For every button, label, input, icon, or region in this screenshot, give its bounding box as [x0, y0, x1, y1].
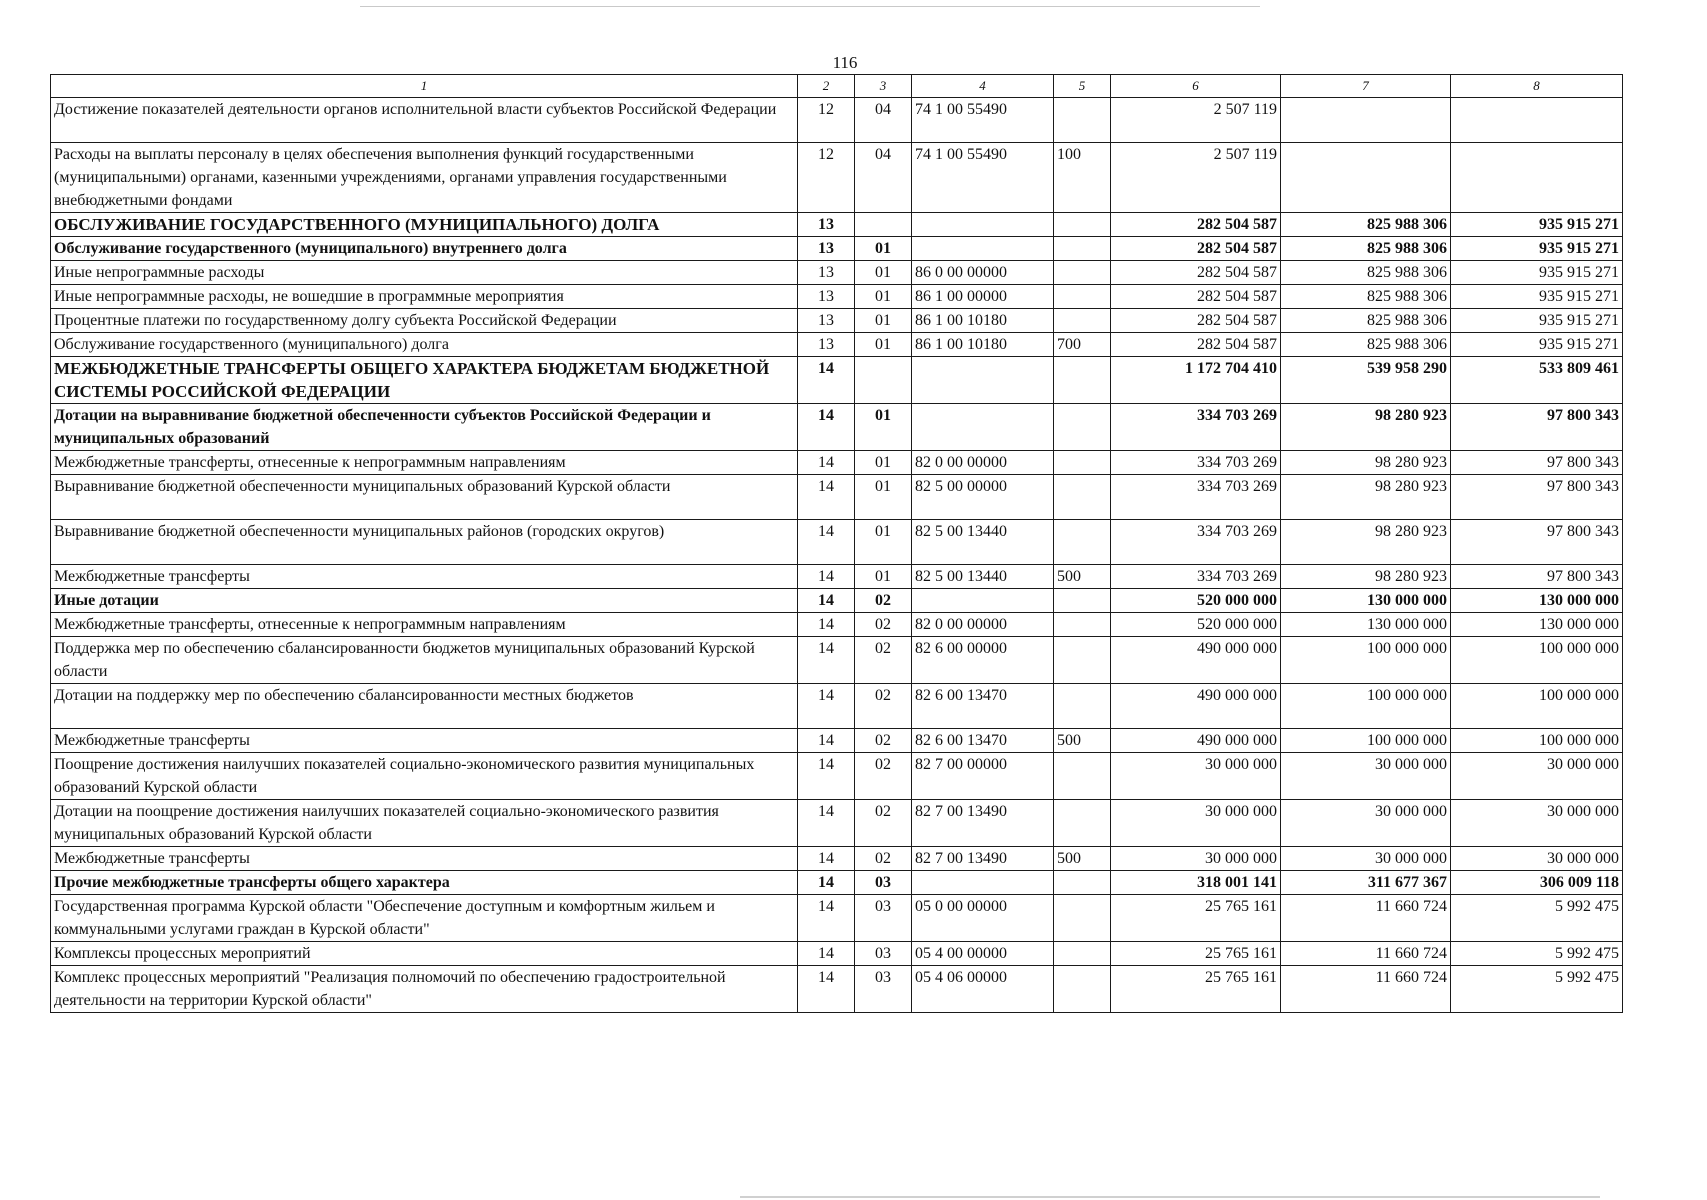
section-code-cell: 13	[798, 213, 855, 237]
table-row	[51, 895, 1623, 942]
amount-col7-cell: 98 280 923	[1281, 451, 1451, 475]
table-row	[51, 285, 1623, 309]
row-name-cell: Выравнивание бюджетной обеспеченности муниципальных районов (городских округов)	[51, 520, 798, 565]
amount-col8-cell: 100 000 000	[1451, 684, 1623, 729]
section-code-cell: 14	[798, 589, 855, 613]
table-row	[51, 213, 1623, 237]
subsection-code-cell: 02	[855, 684, 912, 729]
amount-col6-cell: 282 504 587	[1111, 285, 1281, 309]
table-row	[51, 475, 1623, 520]
target-article-cell: 82 0 00 00000	[912, 613, 1054, 637]
amount-col7-cell: 825 988 306	[1281, 237, 1451, 261]
scan-artifact-line	[360, 6, 1260, 7]
amount-col7-cell: 11 660 724	[1281, 966, 1451, 1013]
target-article-cell: 82 7 00 13490	[912, 800, 1054, 847]
section-code-cell: 14	[798, 404, 855, 451]
row-name-cell: Комплексы процессных мероприятий	[51, 942, 798, 966]
amount-col8-cell: 935 915 271	[1451, 309, 1623, 333]
amount-col7-cell: 311 677 367	[1281, 871, 1451, 895]
amount-col8-cell: 935 915 271	[1451, 213, 1623, 237]
amount-col7-cell: 98 280 923	[1281, 520, 1451, 565]
amount-col6-cell: 318 001 141	[1111, 871, 1281, 895]
table-row	[51, 800, 1623, 847]
expense-type-cell: 500	[1054, 565, 1111, 589]
table-row	[51, 847, 1623, 871]
row-name-cell: Обслуживание государственного (муниципального) внутреннего долга	[51, 237, 798, 261]
row-name-cell: Процентные платежи по государственному долгу субъекта Российской Федерации	[51, 309, 798, 333]
expense-type-cell	[1054, 589, 1111, 613]
amount-col6-cell: 282 504 587	[1111, 309, 1281, 333]
target-article-cell: 82 6 00 00000	[912, 637, 1054, 684]
amount-col7-cell	[1281, 143, 1451, 213]
row-name-cell: МЕЖБЮДЖЕТНЫЕ ТРАНСФЕРТЫ ОБЩЕГО ХАРАКТЕРА БЮДЖЕТАМ БЮДЖЕТНОЙ СИСТЕМЫ РОССИЙСКОЙ ФЕДЕРАЦИИ	[51, 357, 798, 404]
table-row	[51, 404, 1623, 451]
table-row	[51, 451, 1623, 475]
section-code-cell: 14	[798, 847, 855, 871]
column-header: 2	[798, 75, 855, 98]
amount-col7-cell: 825 988 306	[1281, 261, 1451, 285]
target-article-cell	[912, 589, 1054, 613]
row-name-cell: Дотации на поддержку мер по обеспечению сбалансированности местных бюджетов	[51, 684, 798, 729]
amount-col8-cell: 97 800 343	[1451, 451, 1623, 475]
amount-col7-cell: 98 280 923	[1281, 475, 1451, 520]
subsection-code-cell: 01	[855, 261, 912, 285]
subsection-code-cell	[855, 213, 912, 237]
section-code-cell: 14	[798, 637, 855, 684]
target-article-cell: 05 4 00 00000	[912, 942, 1054, 966]
amount-col8-cell: 30 000 000	[1451, 847, 1623, 871]
target-article-cell: 82 7 00 13490	[912, 847, 1054, 871]
amount-col6-cell: 30 000 000	[1111, 847, 1281, 871]
expense-type-cell	[1054, 942, 1111, 966]
page-number: 116	[832, 53, 858, 72]
amount-col6-cell: 334 703 269	[1111, 451, 1281, 475]
row-name-cell: Иные непрограммные расходы	[51, 261, 798, 285]
amount-col6-cell: 520 000 000	[1111, 589, 1281, 613]
amount-col7-cell: 130 000 000	[1281, 613, 1451, 637]
expense-type-cell: 700	[1054, 333, 1111, 357]
amount-col7-cell: 539 958 290	[1281, 357, 1451, 404]
amount-col8-cell: 5 992 475	[1451, 895, 1623, 942]
table-body	[51, 75, 1623, 1013]
target-article-cell	[912, 237, 1054, 261]
row-name-cell: Комплекс процессных мероприятий "Реализация полномочий по обеспечению градостроительной деятельности на территории Курской области"	[51, 966, 798, 1013]
amount-col6-cell: 30 000 000	[1111, 800, 1281, 847]
table-row	[51, 309, 1623, 333]
section-code-cell: 13	[798, 309, 855, 333]
amount-col7-cell: 100 000 000	[1281, 729, 1451, 753]
amount-col7-cell: 30 000 000	[1281, 847, 1451, 871]
expense-type-cell	[1054, 237, 1111, 261]
column-header: 1	[51, 75, 798, 98]
table-row	[51, 966, 1623, 1013]
amount-col6-cell: 282 504 587	[1111, 333, 1281, 357]
table-row	[51, 589, 1623, 613]
section-code-cell: 14	[798, 451, 855, 475]
subsection-code-cell: 01	[855, 520, 912, 565]
table-row	[51, 333, 1623, 357]
amount-col7-cell: 11 660 724	[1281, 942, 1451, 966]
amount-col8-cell: 30 000 000	[1451, 800, 1623, 847]
amount-col7-cell: 100 000 000	[1281, 637, 1451, 684]
subsection-code-cell: 02	[855, 800, 912, 847]
table-row	[51, 98, 1623, 143]
row-name-cell: Межбюджетные трансферты	[51, 847, 798, 871]
section-code-cell: 14	[798, 800, 855, 847]
target-article-cell: 82 5 00 13440	[912, 565, 1054, 589]
subsection-code-cell: 01	[855, 237, 912, 261]
amount-col8-cell: 100 000 000	[1451, 729, 1623, 753]
section-code-cell: 13	[798, 285, 855, 309]
row-name-cell: Государственная программа Курской области "Обеспечение доступным и комфортным жильем и коммунальными услугами граждан в Курской области"	[51, 895, 798, 942]
amount-col8-cell: 935 915 271	[1451, 237, 1623, 261]
table-row	[51, 565, 1623, 589]
table-row	[51, 871, 1623, 895]
expense-type-cell	[1054, 98, 1111, 143]
subsection-code-cell: 03	[855, 871, 912, 895]
amount-col7-cell: 98 280 923	[1281, 565, 1451, 589]
target-article-cell: 82 7 00 00000	[912, 753, 1054, 800]
column-header: 3	[855, 75, 912, 98]
subsection-code-cell: 01	[855, 333, 912, 357]
target-article-cell: 82 6 00 13470	[912, 684, 1054, 729]
target-article-cell: 86 1 00 10180	[912, 333, 1054, 357]
expense-type-cell	[1054, 684, 1111, 729]
amount-col6-cell: 490 000 000	[1111, 637, 1281, 684]
subsection-code-cell: 03	[855, 942, 912, 966]
table-row	[51, 261, 1623, 285]
subsection-code-cell: 01	[855, 565, 912, 589]
amount-col8-cell: 5 992 475	[1451, 966, 1623, 1013]
row-name-cell: Достижение показателей деятельности органов исполнительной власти субъектов Российской Федерации	[51, 98, 798, 143]
subsection-code-cell	[855, 357, 912, 404]
expense-type-cell	[1054, 451, 1111, 475]
subsection-code-cell: 03	[855, 895, 912, 942]
amount-col8-cell: 935 915 271	[1451, 333, 1623, 357]
column-number-row	[51, 75, 1623, 98]
section-code-cell: 14	[798, 942, 855, 966]
subsection-code-cell: 02	[855, 637, 912, 684]
amount-col8-cell: 130 000 000	[1451, 613, 1623, 637]
amount-col7-cell: 825 988 306	[1281, 213, 1451, 237]
row-name-cell: Поощрение достижения наилучших показателей социально-экономического развития муниципальных образований Курской области	[51, 753, 798, 800]
amount-col6-cell: 520 000 000	[1111, 613, 1281, 637]
column-header: 8	[1451, 75, 1623, 98]
target-article-cell	[912, 404, 1054, 451]
row-name-cell: Межбюджетные трансферты, отнесенные к непрограммным направлениям	[51, 451, 798, 475]
amount-col6-cell: 490 000 000	[1111, 684, 1281, 729]
amount-col8-cell: 533 809 461	[1451, 357, 1623, 404]
section-code-cell: 14	[798, 357, 855, 404]
amount-col6-cell: 490 000 000	[1111, 729, 1281, 753]
subsection-code-cell: 01	[855, 475, 912, 520]
table-row	[51, 613, 1623, 637]
expense-type-cell	[1054, 613, 1111, 637]
subsection-code-cell: 01	[855, 404, 912, 451]
amount-col6-cell: 30 000 000	[1111, 753, 1281, 800]
row-name-cell: Поддержка мер по обеспечению сбалансированности бюджетов муниципальных образований Курской области	[51, 637, 798, 684]
column-header: 4	[912, 75, 1054, 98]
target-article-cell	[912, 357, 1054, 404]
amount-col6-cell: 334 703 269	[1111, 565, 1281, 589]
expense-type-cell	[1054, 753, 1111, 800]
expense-type-cell	[1054, 800, 1111, 847]
section-code-cell: 14	[798, 729, 855, 753]
target-article-cell: 05 0 00 00000	[912, 895, 1054, 942]
column-header: 7	[1281, 75, 1451, 98]
expense-type-cell	[1054, 213, 1111, 237]
amount-col7-cell: 30 000 000	[1281, 753, 1451, 800]
amount-col8-cell	[1451, 98, 1623, 143]
target-article-cell: 86 1 00 10180	[912, 309, 1054, 333]
section-code-cell: 14	[798, 871, 855, 895]
amount-col8-cell: 935 915 271	[1451, 261, 1623, 285]
expense-type-cell	[1054, 520, 1111, 565]
amount-col8-cell: 5 992 475	[1451, 942, 1623, 966]
expense-type-cell	[1054, 475, 1111, 520]
expense-type-cell	[1054, 285, 1111, 309]
expense-type-cell: 500	[1054, 729, 1111, 753]
section-code-cell: 14	[798, 895, 855, 942]
row-name-cell: ОБСЛУЖИВАНИЕ ГОСУДАРСТВЕННОГО (МУНИЦИПАЛЬНОГО) ДОЛГА	[51, 213, 798, 237]
expense-type-cell	[1054, 871, 1111, 895]
subsection-code-cell: 03	[855, 966, 912, 1013]
subsection-code-cell: 04	[855, 98, 912, 143]
target-article-cell: 82 0 00 00000	[912, 451, 1054, 475]
table-row	[51, 753, 1623, 800]
table-row	[51, 357, 1623, 404]
amount-col8-cell: 130 000 000	[1451, 589, 1623, 613]
expense-type-cell	[1054, 357, 1111, 404]
amount-col7-cell: 98 280 923	[1281, 404, 1451, 451]
section-code-cell: 14	[798, 565, 855, 589]
amount-col6-cell: 2 507 119	[1111, 98, 1281, 143]
target-article-cell	[912, 213, 1054, 237]
amount-col8-cell: 935 915 271	[1451, 285, 1623, 309]
amount-col7-cell: 130 000 000	[1281, 589, 1451, 613]
target-article-cell: 82 5 00 13440	[912, 520, 1054, 565]
target-article-cell: 74 1 00 55490	[912, 98, 1054, 143]
amount-col6-cell: 1 172 704 410	[1111, 357, 1281, 404]
expense-type-cell	[1054, 309, 1111, 333]
row-name-cell: Межбюджетные трансферты	[51, 729, 798, 753]
amount-col6-cell: 334 703 269	[1111, 404, 1281, 451]
amount-col8-cell: 97 800 343	[1451, 565, 1623, 589]
amount-col6-cell: 282 504 587	[1111, 261, 1281, 285]
expense-type-cell	[1054, 966, 1111, 1013]
table-row	[51, 637, 1623, 684]
table-row	[51, 143, 1623, 213]
target-article-cell: 86 0 00 00000	[912, 261, 1054, 285]
table-row	[51, 729, 1623, 753]
subsection-code-cell: 02	[855, 589, 912, 613]
subsection-code-cell: 04	[855, 143, 912, 213]
target-article-cell: 74 1 00 55490	[912, 143, 1054, 213]
section-code-cell: 12	[798, 98, 855, 143]
row-name-cell: Выравнивание бюджетной обеспеченности муниципальных образований Курской области	[51, 475, 798, 520]
amount-col8-cell	[1451, 143, 1623, 213]
amount-col7-cell: 30 000 000	[1281, 800, 1451, 847]
amount-col8-cell: 97 800 343	[1451, 475, 1623, 520]
amount-col6-cell: 334 703 269	[1111, 520, 1281, 565]
expense-type-cell: 100	[1054, 143, 1111, 213]
section-code-cell: 13	[798, 261, 855, 285]
amount-col6-cell: 25 765 161	[1111, 966, 1281, 1013]
table-row	[51, 684, 1623, 729]
target-article-cell	[912, 871, 1054, 895]
subsection-code-cell: 02	[855, 613, 912, 637]
section-code-cell: 14	[798, 966, 855, 1013]
row-name-cell: Расходы на выплаты персоналу в целях обеспечения выполнения функций государственными (муниципальными) органами, казенными учреждениями, органами управления государственными внебюджетными фондами	[51, 143, 798, 213]
row-name-cell: Межбюджетные трансферты	[51, 565, 798, 589]
expense-type-cell	[1054, 404, 1111, 451]
row-name-cell: Прочие межбюджетные трансферты общего характера	[51, 871, 798, 895]
row-name-cell: Межбюджетные трансферты, отнесенные к непрограммным направлениям	[51, 613, 798, 637]
subsection-code-cell: 02	[855, 729, 912, 753]
row-name-cell: Дотации на выравнивание бюджетной обеспеченности субъектов Российской Федерации и муниципальных образований	[51, 404, 798, 451]
section-code-cell: 14	[798, 684, 855, 729]
amount-col8-cell: 97 800 343	[1451, 404, 1623, 451]
amount-col7-cell: 825 988 306	[1281, 333, 1451, 357]
section-code-cell: 13	[798, 237, 855, 261]
amount-col6-cell: 25 765 161	[1111, 942, 1281, 966]
table-row	[51, 237, 1623, 261]
target-article-cell: 05 4 06 00000	[912, 966, 1054, 1013]
subsection-code-cell: 02	[855, 847, 912, 871]
row-name-cell: Обслуживание государственного (муниципального) долга	[51, 333, 798, 357]
section-code-cell: 14	[798, 753, 855, 800]
subsection-code-cell: 01	[855, 451, 912, 475]
expense-type-cell: 500	[1054, 847, 1111, 871]
target-article-cell: 86 1 00 00000	[912, 285, 1054, 309]
target-article-cell: 82 6 00 13470	[912, 729, 1054, 753]
amount-col8-cell: 100 000 000	[1451, 637, 1623, 684]
amount-col8-cell: 97 800 343	[1451, 520, 1623, 565]
amount-col6-cell: 334 703 269	[1111, 475, 1281, 520]
section-code-cell: 14	[798, 520, 855, 565]
budget-table	[50, 74, 1623, 1013]
column-header: 5	[1054, 75, 1111, 98]
table-row	[51, 942, 1623, 966]
amount-col6-cell: 282 504 587	[1111, 213, 1281, 237]
amount-col6-cell: 25 765 161	[1111, 895, 1281, 942]
amount-col8-cell: 306 009 118	[1451, 871, 1623, 895]
row-name-cell: Дотации на поощрение достижения наилучших показателей социально-экономического развития муниципальных образований Курской области	[51, 800, 798, 847]
expense-type-cell	[1054, 637, 1111, 684]
amount-col7-cell: 11 660 724	[1281, 895, 1451, 942]
expense-type-cell	[1054, 261, 1111, 285]
amount-col7-cell: 825 988 306	[1281, 309, 1451, 333]
section-code-cell: 12	[798, 143, 855, 213]
amount-col6-cell: 282 504 587	[1111, 237, 1281, 261]
section-code-cell: 14	[798, 475, 855, 520]
amount-col6-cell: 2 507 119	[1111, 143, 1281, 213]
table-row	[51, 520, 1623, 565]
subsection-code-cell: 01	[855, 285, 912, 309]
amount-col7-cell: 825 988 306	[1281, 285, 1451, 309]
column-header: 6	[1111, 75, 1281, 98]
scan-artifact-line	[740, 1196, 1600, 1198]
target-article-cell: 82 5 00 00000	[912, 475, 1054, 520]
amount-col7-cell: 100 000 000	[1281, 684, 1451, 729]
row-name-cell: Иные непрограммные расходы, не вошедшие в программные мероприятия	[51, 285, 798, 309]
expense-type-cell	[1054, 895, 1111, 942]
subsection-code-cell: 02	[855, 753, 912, 800]
amount-col8-cell: 30 000 000	[1451, 753, 1623, 800]
row-name-cell: Иные дотации	[51, 589, 798, 613]
section-code-cell: 13	[798, 333, 855, 357]
subsection-code-cell: 01	[855, 309, 912, 333]
section-code-cell: 14	[798, 613, 855, 637]
amount-col7-cell	[1281, 98, 1451, 143]
